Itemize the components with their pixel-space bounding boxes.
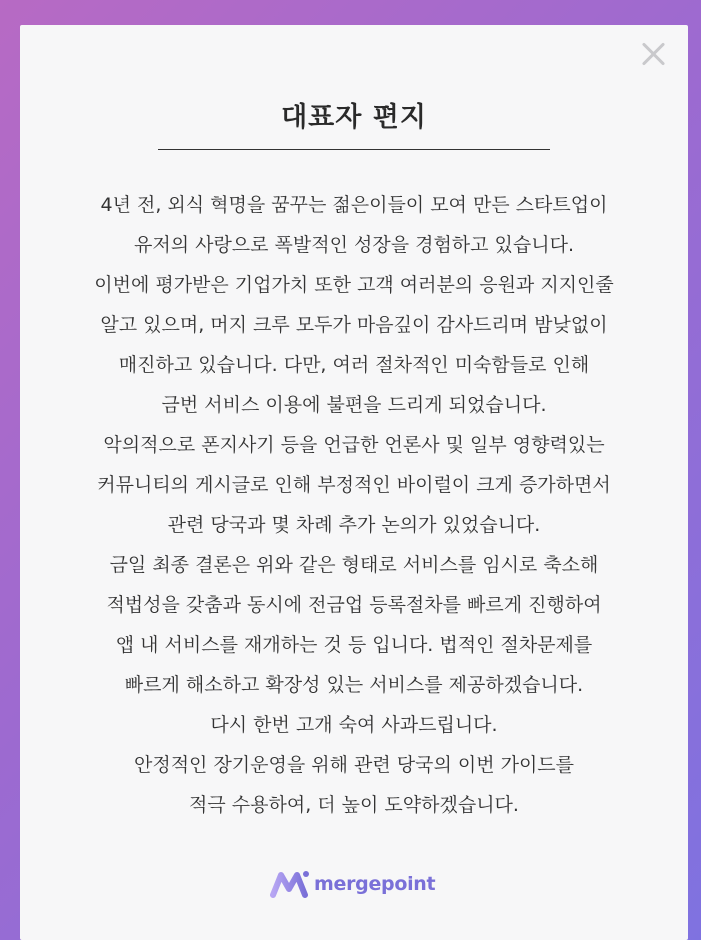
letter-line: 적법성을 갖춤과 동시에 전금업 등록절차를 빠르게 진행하여 xyxy=(106,594,602,616)
letter-body xyxy=(20,185,688,825)
modal-title: 대표자 편지 xyxy=(281,102,427,133)
letter-line: 앱 내 서비스를 재개하는 것 등 입니다. 법적인 절차문제를 xyxy=(115,634,593,656)
mergepoint-logo-mark-icon xyxy=(270,870,310,898)
letter-line: 다시 한번 고개 숙여 사과드립니다. xyxy=(210,714,498,736)
letter-line: 매진하고 있습니다. 다만, 여러 절차적인 미숙함들로 인해 xyxy=(118,354,590,376)
letter-line: 안정적인 장기운영을 위해 관련 당국의 이번 가이드를 xyxy=(133,754,575,776)
letter-line: 이번에 평가받은 기업가치 또한 고객 여러분의 응원과 지지인줄 xyxy=(94,274,614,296)
letter-line: 관련 당국과 몇 차례 추가 논의가 있었습니다. xyxy=(167,514,541,536)
letter-line: 유저의 사랑으로 폭발적인 성장을 경험하고 있습니다. xyxy=(133,234,575,256)
letter-modal xyxy=(20,25,688,940)
letter-line: 빠르게 해소하고 확장성 있는 서비스를 제공하겠습니다. xyxy=(124,674,584,696)
letter-line: 알고 있으며, 머지 크루 모두가 마음깊이 감사드리며 밤낮없이 xyxy=(100,314,608,336)
letter-line: 악의적으로 폰지사기 등을 언급한 언론사 및 일부 영향력있는 xyxy=(103,434,605,456)
letter-line: 금일 최종 결론은 위와 같은 형태로 서비스를 임시로 축소해 xyxy=(109,554,599,576)
title-divider xyxy=(158,149,550,150)
letter-line: 4년 전, 외식 혁명을 꿈꾸는 젊은이들이 모여 만든 스타트업이 xyxy=(100,194,608,216)
mergepoint-logo xyxy=(270,868,435,900)
letter-line: 적극 수용하여, 더 높이 도약하겠습니다. xyxy=(189,794,519,816)
logo-text: mergepoint xyxy=(314,873,436,895)
letter-line: 커뮤니티의 게시글로 인해 부정적인 바이럴이 크게 증가하면서 xyxy=(97,474,611,496)
close-icon[interactable] xyxy=(638,39,668,69)
letter-line: 금번 서비스 이용에 불편을 드리게 되었습니다. xyxy=(161,394,547,416)
